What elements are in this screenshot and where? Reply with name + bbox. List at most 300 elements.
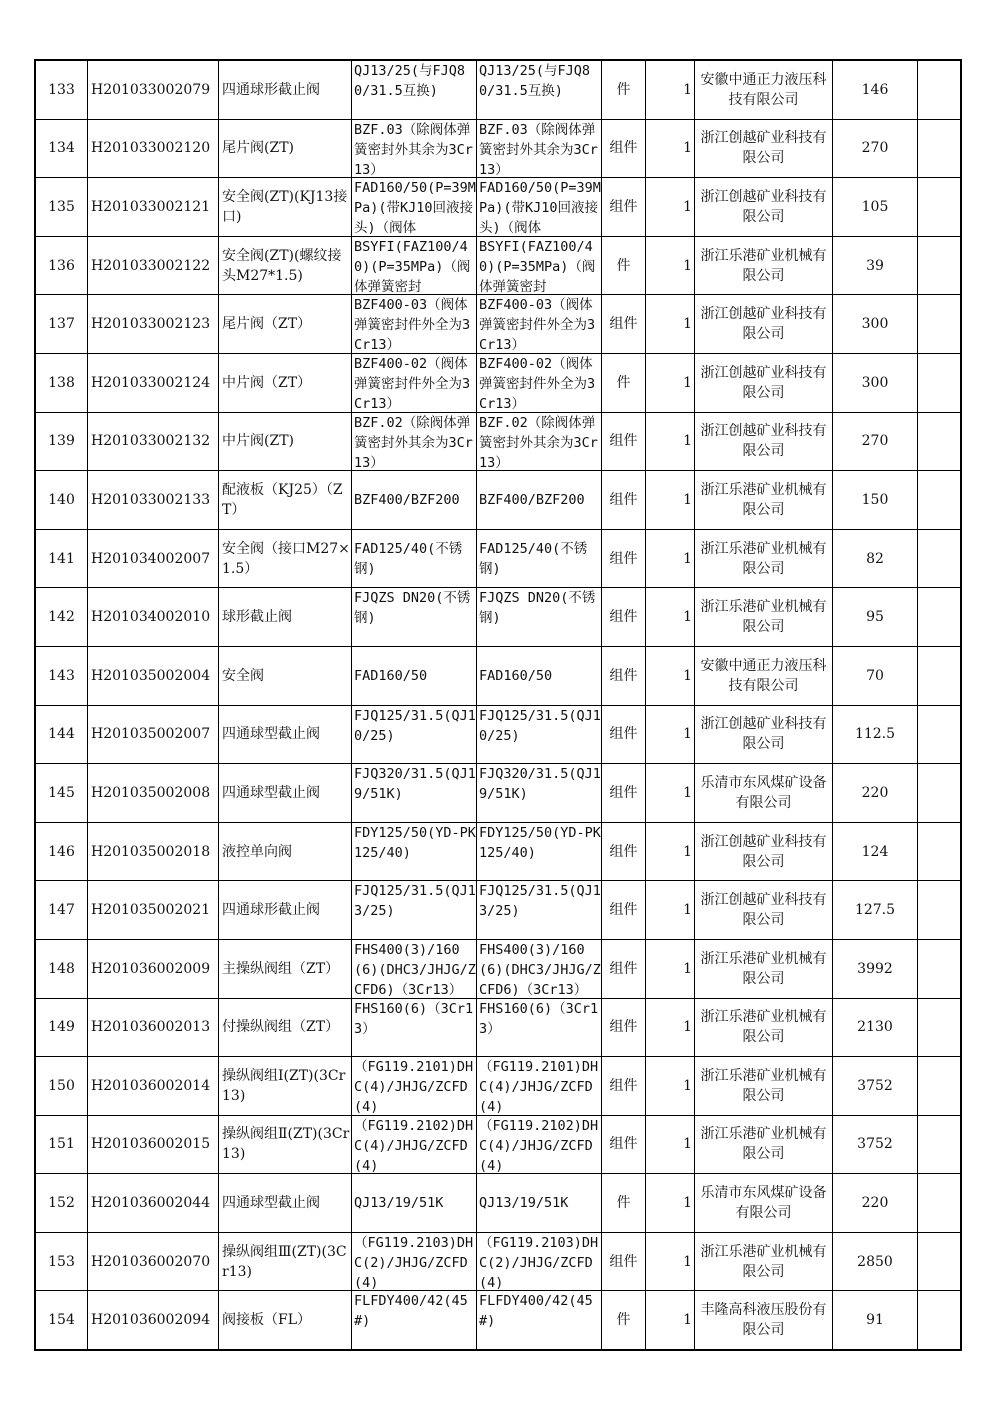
spec-model-text: （FG119.2102)DHC(4)/JHJG/ZCFD(4) xyxy=(354,1117,474,1173)
remark-cell xyxy=(918,529,962,588)
item-name-cell xyxy=(219,822,352,881)
spec-model-text: （FG119.2103)DHC(2)/JHJG/ZCFD(4) xyxy=(354,1234,474,1290)
spec-model-2-text: FHS160(6)（3Cr13） xyxy=(479,1000,599,1037)
unit-text: 组件 xyxy=(609,433,638,450)
quantity-cell xyxy=(646,881,695,940)
spec-model-text: BZF400/BZF200 xyxy=(354,491,460,508)
item-name-text: 四通球形截止阀 xyxy=(222,902,320,919)
quantity-cell xyxy=(646,529,695,588)
unit-cell xyxy=(602,939,646,998)
spec-model-2-cell xyxy=(477,1174,602,1233)
item-name-text: 尾片阀(ZT) xyxy=(222,140,294,157)
material-code-text: H201033002123 xyxy=(91,316,211,333)
unit-price-text: 70 xyxy=(866,667,884,684)
material-code-cell xyxy=(88,1232,219,1291)
spec-model-text: BZF.03（除阀体弹簧密封外其余为3Cr13） xyxy=(354,121,473,177)
material-code-text: H201035002018 xyxy=(91,843,211,860)
supplier-text: 浙江乐港矿业机械有限公司 xyxy=(700,599,827,636)
quantity-cell xyxy=(646,1291,695,1350)
row-number-cell xyxy=(35,822,88,881)
supplier-cell xyxy=(695,764,833,823)
unit-price-cell xyxy=(833,471,918,530)
spec-model-cell xyxy=(352,60,477,119)
quantity-text: 1 xyxy=(683,609,692,626)
item-name-cell xyxy=(219,119,352,178)
material-code-text: H201035002004 xyxy=(91,667,211,684)
quantity-cell xyxy=(646,1057,695,1116)
spec-model-text: FDY125/50(YD-PK125/40) xyxy=(354,824,476,861)
spec-model-text: BZF.02（除阀体弹簧密封外其余为3Cr13） xyxy=(354,414,473,470)
unit-price-text: 270 xyxy=(861,433,889,450)
spec-model-2-cell xyxy=(477,119,602,178)
row-number-text: 152 xyxy=(48,1195,75,1212)
item-name-text: 安全阀 xyxy=(222,667,264,684)
unit-cell xyxy=(602,1115,646,1174)
quantity-cell xyxy=(646,60,695,119)
unit-price-text: 300 xyxy=(861,316,889,333)
item-name-text: 中片阀（ZT） xyxy=(222,374,312,391)
row-number-text: 136 xyxy=(48,257,75,274)
quantity-text: 1 xyxy=(683,81,692,98)
supplier-cell xyxy=(695,119,833,178)
spec-model-2-cell xyxy=(477,295,602,354)
spec-model-2-cell xyxy=(477,705,602,764)
spec-model-cell xyxy=(352,588,477,647)
item-name-text: 操纵阀组Ⅱ(ZT)(3Cr13) xyxy=(222,1126,350,1163)
item-name-text: 操纵阀组Ⅲ(ZT)(3Cr13) xyxy=(222,1243,347,1280)
table-row xyxy=(35,939,961,998)
table-row xyxy=(35,412,961,471)
table-row xyxy=(35,353,961,412)
quantity-text: 1 xyxy=(683,1195,692,1212)
item-name-cell xyxy=(219,529,352,588)
spec-model-2-cell xyxy=(477,1057,602,1116)
unit-text: 组件 xyxy=(609,902,638,919)
spec-model-text: FAD125/40(不锈钢) xyxy=(354,540,463,577)
unit-cell xyxy=(602,705,646,764)
row-number-text: 142 xyxy=(48,609,75,626)
row-number-cell xyxy=(35,412,88,471)
spec-model-2-cell xyxy=(477,1291,602,1350)
item-name-cell xyxy=(219,236,352,295)
unit-price-cell xyxy=(833,646,918,705)
supplier-cell xyxy=(695,60,833,119)
supplier-text: 浙江乐港矿业机械有限公司 xyxy=(700,1067,827,1104)
unit-price-text: 220 xyxy=(861,1195,889,1212)
quantity-cell xyxy=(646,236,695,295)
table-row xyxy=(35,1115,961,1174)
spec-model-2-cell xyxy=(477,881,602,940)
unit-price-text: 3752 xyxy=(857,1136,893,1153)
row-number-text: 133 xyxy=(48,81,75,98)
remark-cell xyxy=(918,119,962,178)
material-code-text: H201033002132 xyxy=(91,433,211,450)
remark-cell xyxy=(918,939,962,998)
supplier-text: 浙江创越矿业科技有限公司 xyxy=(700,306,827,343)
unit-text: 组件 xyxy=(609,550,638,567)
row-number-text: 134 xyxy=(48,140,75,157)
spec-model-cell xyxy=(352,1115,477,1174)
supplier-text: 浙江创越矿业科技有限公司 xyxy=(700,716,827,753)
material-code-cell xyxy=(88,295,219,354)
supplier-text: 安徽中通正力液压科技有限公司 xyxy=(700,71,827,108)
quantity-cell xyxy=(646,705,695,764)
quantity-cell xyxy=(646,588,695,647)
supplier-cell xyxy=(695,353,833,412)
spec-model-2-text: （FG119.2103)DHC(2)/JHJG/ZCFD(4) xyxy=(479,1234,599,1290)
unit-price-text: 124 xyxy=(861,843,889,860)
unit-price-cell xyxy=(833,412,918,471)
item-name-text: 球形截止阀 xyxy=(222,609,292,626)
row-number-text: 141 xyxy=(48,550,75,567)
remark-cell xyxy=(918,178,962,237)
unit-cell xyxy=(602,353,646,412)
unit-price-text: 112.5 xyxy=(854,726,896,743)
row-number-cell xyxy=(35,471,88,530)
supplier-text: 浙江乐港矿业机械有限公司 xyxy=(700,1243,827,1280)
quantity-text: 1 xyxy=(683,491,692,508)
material-code-text: H201033002121 xyxy=(91,198,211,215)
quantity-text: 1 xyxy=(683,316,692,333)
unit-price-cell xyxy=(833,1291,918,1350)
row-number-text: 143 xyxy=(48,667,75,684)
table-row xyxy=(35,471,961,530)
unit-cell xyxy=(602,1057,646,1116)
row-number-text: 153 xyxy=(48,1253,75,1270)
material-code-text: H201033002122 xyxy=(91,257,211,274)
spec-model-cell xyxy=(352,353,477,412)
item-name-text: 安全阀（接口M27×1.5） xyxy=(222,540,350,577)
supplier-cell xyxy=(695,588,833,647)
quantity-cell xyxy=(646,1174,695,1233)
supplier-text: 浙江创越矿业科技有限公司 xyxy=(700,833,827,870)
supplier-cell xyxy=(695,529,833,588)
material-code-text: H201036002013 xyxy=(91,1019,211,1036)
table-row xyxy=(35,236,961,295)
supplier-cell xyxy=(695,236,833,295)
spec-model-2-cell xyxy=(477,998,602,1057)
quantity-cell xyxy=(646,822,695,881)
item-name-cell xyxy=(219,1291,352,1350)
item-name-text: 操纵阀组I(ZT)(3Cr13) xyxy=(222,1067,346,1104)
material-code-text: H201034002007 xyxy=(91,550,211,567)
spec-model-cell xyxy=(352,1057,477,1116)
spec-model-text: FAD160/50(P=39MPa)(带KJ10回液接头)（阀体 xyxy=(354,180,476,236)
item-name-cell xyxy=(219,1232,352,1291)
quantity-cell xyxy=(646,412,695,471)
unit-price-cell xyxy=(833,1115,918,1174)
spec-model-2-text: FLFDY400/42(45#) xyxy=(479,1293,593,1330)
material-code-cell xyxy=(88,1115,219,1174)
material-code-cell xyxy=(88,588,219,647)
unit-text: 组件 xyxy=(609,198,638,215)
row-number-cell xyxy=(35,588,88,647)
unit-cell xyxy=(602,588,646,647)
row-number-text: 151 xyxy=(48,1136,75,1153)
row-number-cell xyxy=(35,236,88,295)
spec-model-2-text: FHS400(3)/160(6)(DHC3/JHJG/ZCFD6)（3Cr13） xyxy=(479,941,601,997)
spec-model-text: FJQ125/31.5(QJ10/25) xyxy=(354,707,476,744)
spec-model-2-cell xyxy=(477,178,602,237)
quantity-cell xyxy=(646,939,695,998)
supplier-text: 浙江乐港矿业机械有限公司 xyxy=(700,247,827,284)
remark-cell xyxy=(918,412,962,471)
table-row xyxy=(35,646,961,705)
spec-model-cell xyxy=(352,822,477,881)
quantity-cell xyxy=(646,1232,695,1291)
material-code-text: H201035002008 xyxy=(91,784,211,801)
table-row xyxy=(35,1174,961,1233)
supplier-text: 安徽中通正力液压科技有限公司 xyxy=(700,657,827,694)
row-number-text: 148 xyxy=(48,960,75,977)
remark-cell xyxy=(918,822,962,881)
unit-price-text: 146 xyxy=(861,81,889,98)
unit-price-text: 220 xyxy=(861,784,889,801)
unit-text: 组件 xyxy=(609,1253,638,1270)
quantity-text: 1 xyxy=(683,960,692,977)
unit-price-cell xyxy=(833,178,918,237)
unit-cell xyxy=(602,412,646,471)
table-row xyxy=(35,178,961,237)
spec-model-cell xyxy=(352,471,477,530)
unit-price-cell xyxy=(833,764,918,823)
unit-text: 组件 xyxy=(609,1136,638,1153)
unit-cell xyxy=(602,60,646,119)
table-row xyxy=(35,529,961,588)
spec-model-2-text: BZF400-03（阀体弹簧密封件外全为3Cr13） xyxy=(479,297,596,353)
spec-model-2-cell xyxy=(477,588,602,647)
spec-model-cell xyxy=(352,764,477,823)
unit-text: 件 xyxy=(616,81,631,98)
supplier-cell xyxy=(695,822,833,881)
quantity-cell xyxy=(646,295,695,354)
spec-model-cell xyxy=(352,646,477,705)
spec-model-2-text: BZF.03（除阀体弹簧密封外其余为3Cr13） xyxy=(479,121,598,177)
item-name-cell xyxy=(219,412,352,471)
spec-model-2-text: FAD160/50(P=39MPa)(带KJ10回液接头)（阀体 xyxy=(479,180,601,236)
row-number-cell xyxy=(35,705,88,764)
unit-price-text: 150 xyxy=(861,491,889,508)
material-code-cell xyxy=(88,1057,219,1116)
row-number-text: 147 xyxy=(48,902,75,919)
spec-model-cell xyxy=(352,295,477,354)
spec-model-cell xyxy=(352,412,477,471)
supplier-text: 浙江创越矿业科技有限公司 xyxy=(700,364,827,401)
supplier-text: 乐清市东风煤矿设备有限公司 xyxy=(700,1185,827,1222)
material-code-text: H201034002010 xyxy=(91,609,211,626)
spec-model-2-text: BZF.02（除阀体弹簧密封外其余为3Cr13） xyxy=(479,414,598,470)
supplier-cell xyxy=(695,646,833,705)
spec-model-2-text: FJQZS DN20(不锈钢) xyxy=(479,590,596,627)
unit-cell xyxy=(602,822,646,881)
supplier-text: 浙江乐港矿业机械有限公司 xyxy=(700,950,827,987)
row-number-cell xyxy=(35,939,88,998)
material-code-cell xyxy=(88,236,219,295)
unit-cell xyxy=(602,1291,646,1350)
spec-model-cell xyxy=(352,705,477,764)
material-code-text: H201035002021 xyxy=(91,902,211,919)
spec-model-cell xyxy=(352,1232,477,1291)
row-number-text: 135 xyxy=(48,198,75,215)
table-row xyxy=(35,822,961,881)
row-number-cell xyxy=(35,1115,88,1174)
material-code-cell xyxy=(88,705,219,764)
row-number-cell xyxy=(35,119,88,178)
row-number-cell xyxy=(35,998,88,1057)
row-number-cell xyxy=(35,60,88,119)
quantity-cell xyxy=(646,471,695,530)
unit-text: 件 xyxy=(616,1312,631,1329)
quantity-text: 1 xyxy=(683,550,692,567)
unit-price-text: 300 xyxy=(861,374,889,391)
spec-model-2-text: FJQ125/31.5(QJ13/25) xyxy=(479,883,601,920)
remark-cell xyxy=(918,60,962,119)
table-row xyxy=(35,295,961,354)
row-number-text: 139 xyxy=(48,433,75,450)
unit-text: 组件 xyxy=(609,726,638,743)
unit-price-cell xyxy=(833,295,918,354)
supplier-text: 浙江创越矿业科技有限公司 xyxy=(700,423,827,460)
supplier-text: 浙江乐港矿业机械有限公司 xyxy=(700,1126,827,1163)
table-row xyxy=(35,588,961,647)
supplier-cell xyxy=(695,471,833,530)
spec-model-cell xyxy=(352,529,477,588)
row-number-cell xyxy=(35,353,88,412)
supplier-text: 浙江乐港矿业机械有限公司 xyxy=(700,540,827,577)
table-row xyxy=(35,1291,961,1350)
table-row xyxy=(35,119,961,178)
unit-price-text: 3992 xyxy=(857,960,893,977)
spec-model-2-text: （FG119.2102)DHC(4)/JHJG/ZCFD(4) xyxy=(479,1117,599,1173)
supplier-text: 浙江乐港矿业机械有限公司 xyxy=(700,481,827,518)
material-code-cell xyxy=(88,646,219,705)
unit-price-text: 2130 xyxy=(857,1019,893,1036)
unit-cell xyxy=(602,295,646,354)
item-name-cell xyxy=(219,588,352,647)
unit-price-text: 3752 xyxy=(857,1077,893,1094)
remark-cell xyxy=(918,588,962,647)
item-name-cell xyxy=(219,1115,352,1174)
supplier-cell xyxy=(695,998,833,1057)
item-name-text: 配液板（KJ25）（ZT） xyxy=(222,481,343,518)
spec-model-2-cell xyxy=(477,353,602,412)
row-number-cell xyxy=(35,1232,88,1291)
spec-model-cell xyxy=(352,119,477,178)
item-name-cell xyxy=(219,353,352,412)
unit-cell xyxy=(602,998,646,1057)
row-number-cell xyxy=(35,646,88,705)
row-number-cell xyxy=(35,881,88,940)
spec-model-2-text: BZF400-02（阀体弹簧密封件外全为3Cr13） xyxy=(479,355,596,411)
item-name-cell xyxy=(219,60,352,119)
supplier-text: 浙江创越矿业科技有限公司 xyxy=(700,892,827,929)
remark-cell xyxy=(918,1115,962,1174)
quantity-text: 1 xyxy=(683,667,692,684)
unit-text: 组件 xyxy=(609,491,638,508)
quantity-text: 1 xyxy=(683,1253,692,1270)
material-code-cell xyxy=(88,881,219,940)
spec-model-text: BZF400-02（阀体弹簧密封件外全为3Cr13） xyxy=(354,355,471,411)
remark-cell xyxy=(918,1174,962,1233)
unit-text: 组件 xyxy=(609,609,638,626)
unit-cell xyxy=(602,471,646,530)
material-code-text: H201036002014 xyxy=(91,1077,211,1094)
spec-model-2-cell xyxy=(477,764,602,823)
supplier-cell xyxy=(695,1057,833,1116)
spec-model-text: FJQ320/31.5(QJ19/51K) xyxy=(354,766,476,803)
spec-model-2-text: FAD125/40(不锈钢) xyxy=(479,540,588,577)
unit-price-cell xyxy=(833,881,918,940)
supplier-cell xyxy=(695,939,833,998)
remark-cell xyxy=(918,295,962,354)
quantity-text: 1 xyxy=(683,140,692,157)
unit-price-text: 127.5 xyxy=(854,902,896,919)
remark-cell xyxy=(918,881,962,940)
material-code-cell xyxy=(88,353,219,412)
unit-price-cell xyxy=(833,529,918,588)
remark-cell xyxy=(918,998,962,1057)
item-name-text: 主操纵阀组（ZT） xyxy=(222,960,340,977)
item-name-text: 付操纵阀组（ZT） xyxy=(222,1019,340,1036)
unit-cell xyxy=(602,1174,646,1233)
material-code-cell xyxy=(88,60,219,119)
remark-cell xyxy=(918,646,962,705)
material-code-cell xyxy=(88,822,219,881)
unit-text: 件 xyxy=(616,257,631,274)
remark-cell xyxy=(918,705,962,764)
quantity-cell xyxy=(646,1115,695,1174)
row-number-text: 149 xyxy=(48,1019,75,1036)
item-name-cell xyxy=(219,998,352,1057)
unit-price-text: 105 xyxy=(861,198,889,215)
unit-price-text: 39 xyxy=(866,257,884,274)
spec-model-text: BZF400-03（阀体弹簧密封件外全为3Cr13） xyxy=(354,297,471,353)
spec-model-cell xyxy=(352,881,477,940)
spec-model-2-cell xyxy=(477,236,602,295)
unit-price-text: 82 xyxy=(866,550,884,567)
quantity-text: 1 xyxy=(683,1019,692,1036)
unit-price-text: 91 xyxy=(866,1312,884,1329)
quantity-text: 1 xyxy=(683,257,692,274)
item-name-text: 四通球型截止阀 xyxy=(222,784,320,801)
spec-model-2-cell xyxy=(477,1115,602,1174)
item-name-cell xyxy=(219,764,352,823)
supplier-cell xyxy=(695,1291,833,1350)
material-code-text: H201036002009 xyxy=(91,960,211,977)
item-name-text: 四通球型截止阀 xyxy=(222,1195,320,1212)
row-number-text: 150 xyxy=(48,1077,75,1094)
material-code-text: H201036002044 xyxy=(91,1195,211,1212)
unit-text: 件 xyxy=(616,374,631,391)
spec-model-text: FAD160/50 xyxy=(354,667,428,684)
remark-cell xyxy=(918,236,962,295)
table-row xyxy=(35,764,961,823)
spec-model-2-text: FDY125/50(YD-PK125/40) xyxy=(479,824,601,861)
unit-text: 组件 xyxy=(609,316,638,333)
quantity-text: 1 xyxy=(683,198,692,215)
unit-cell xyxy=(602,1232,646,1291)
spec-model-2-text: QJ13/19/51K xyxy=(479,1195,569,1212)
spec-model-cell xyxy=(352,236,477,295)
material-code-text: H201035002007 xyxy=(91,726,211,743)
unit-price-cell xyxy=(833,939,918,998)
unit-text: 组件 xyxy=(609,1077,638,1094)
row-number-text: 146 xyxy=(48,843,75,860)
unit-cell xyxy=(602,236,646,295)
unit-price-cell xyxy=(833,1174,918,1233)
row-number-cell xyxy=(35,295,88,354)
supplier-cell xyxy=(695,1232,833,1291)
